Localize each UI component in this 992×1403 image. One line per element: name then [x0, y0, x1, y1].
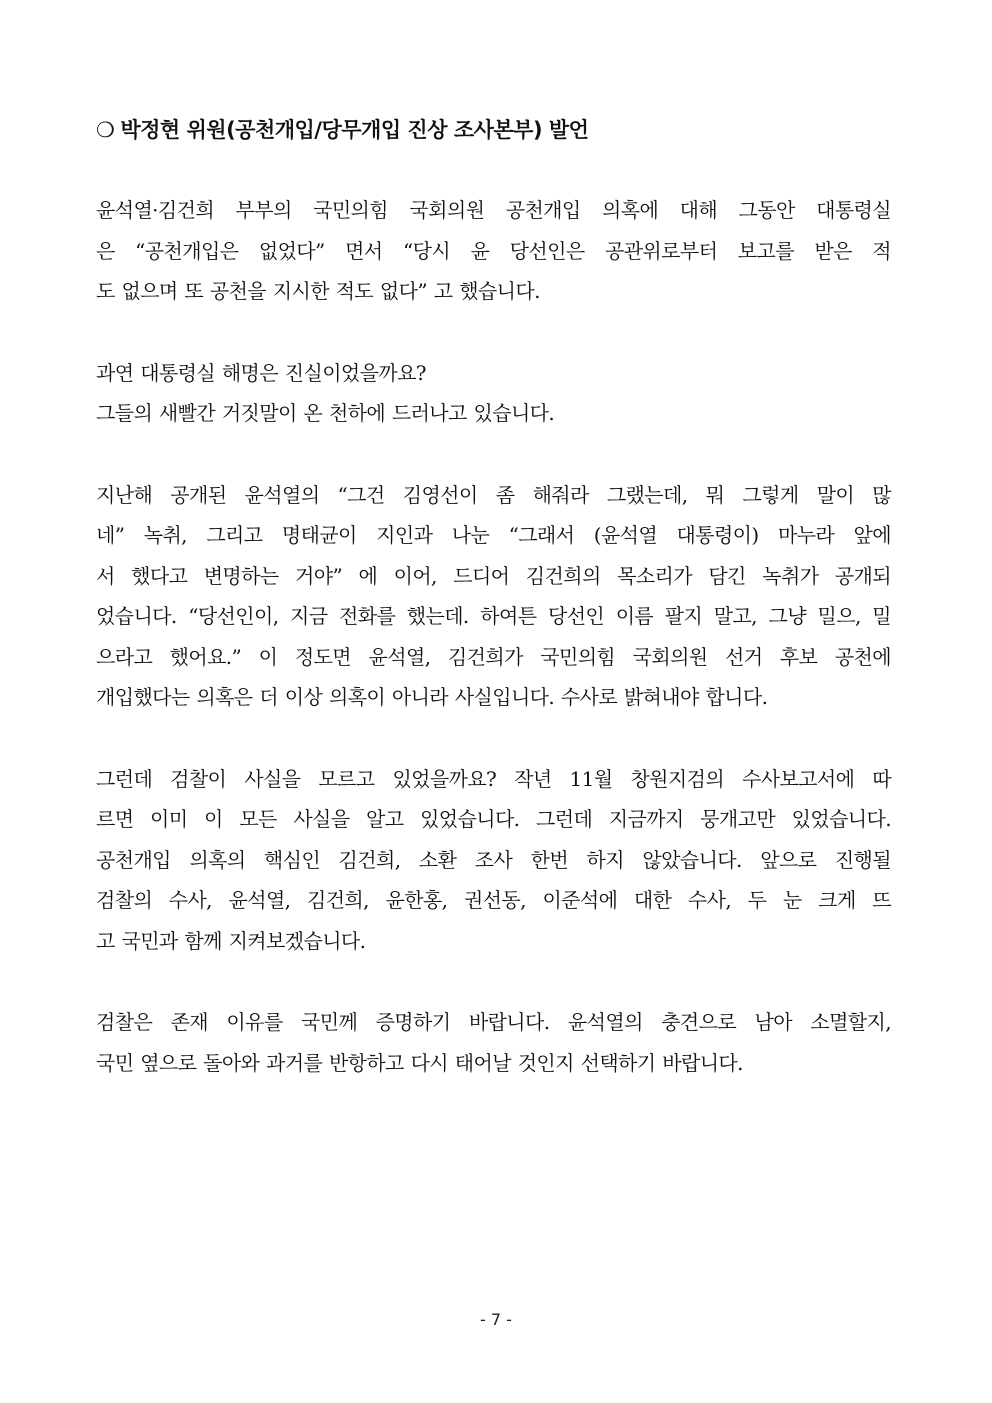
- text-line: 르면 이미 이 모든 사실을 알고 있었습니다. 그런데 지금까지 뭉개고만 있었습니다.: [96, 807, 891, 831]
- text-line: 지난해 공개된 윤석열의 “그건 김영선이 좀 해줘라 그랬는데, 뭐 그렇게 말이 많: [96, 482, 891, 507]
- circle-bullet-icon: ❍: [96, 118, 115, 142]
- section-heading: [96, 112, 916, 148]
- paragraph-1: [96, 190, 896, 312]
- text-line: 었습니다. “당선인이, 지금 전화를 했는데. 하여튼 당선인 이름 팔지 말고, 그냥 밀으, 밀: [96, 604, 891, 628]
- text-line: 개입했다는 의혹은 더 이상 의혹이 아니라 사실입니다. 수사로 밝혀내야 합니다.: [96, 685, 768, 709]
- text-line: 서 했다고 변명하는 거야” 에 이어, 드디어 김건희의 목소리가 담긴 녹취가 공개되: [96, 563, 891, 588]
- text-line: 고 국민과 함께 지켜보겠습니다.: [96, 928, 366, 953]
- text-line: 네” 녹취, 그리고 명태균이 지인과 나눈 “그래서 (윤석열 대통령이) 마누라 앞에: [96, 523, 891, 547]
- text-line: 그들의 새빨간 거짓말이 온 천하에 드러나고 있습니다.: [96, 401, 555, 425]
- text-line: 으라고 했어요.” 이 정도면 윤석열, 김건희가 국민의힘 국회의원 선거 후보 공천에: [96, 644, 891, 669]
- text-line: 그런데 검찰이 사실을 모르고 있었을까요? 작년 11월 창원지검의 수사보고서에 따: [96, 766, 891, 791]
- text-line: 과연 대통령실 해명은 진실이었을까요?: [96, 360, 426, 385]
- text-line: 도 없으며 또 공천을 지시한 적도 없다” 고 했습니다.: [96, 279, 540, 303]
- text-line: 공천개입 의혹의 핵심인 김건희, 소환 조사 한번 하지 않았습니다. 앞으로 진행될: [96, 847, 891, 872]
- page-number: - 7 -: [480, 1310, 512, 1329]
- text-line: 은 “공천개입은 없었다” 면서 “당시 윤 당선인은 공관위로부터 보고를 받은 적: [96, 238, 891, 263]
- paragraph-5: [96, 1002, 896, 1083]
- paragraph-3: [96, 475, 896, 718]
- text-line: 국민 옆으로 돌아와 과거를 반항하고 다시 태어날 것인지 선택하기 바랍니다.: [96, 1050, 743, 1075]
- text-line: 윤석열·김건희 부부의 국민의힘 국회의원 공천개입 의혹에 대해 그동안 대통령실: [96, 198, 891, 222]
- text-line: 검찰은 존재 이유를 국민께 증명하기 바랍니다. 윤석열의 충견으로 남아 소멸할지,: [96, 1010, 891, 1034]
- text-line: 검찰의 수사, 윤석열, 김건희, 윤한홍, 권선동, 이준석에 대한 수사, 두 눈 크게 뜨: [96, 888, 891, 912]
- paragraph-2: [96, 353, 896, 434]
- document-body: [96, 190, 896, 1124]
- heading-text: 박정현 위원(공천개입/당무개입 진상 조사본부) 발언: [120, 118, 589, 142]
- paragraph-4: [96, 759, 896, 962]
